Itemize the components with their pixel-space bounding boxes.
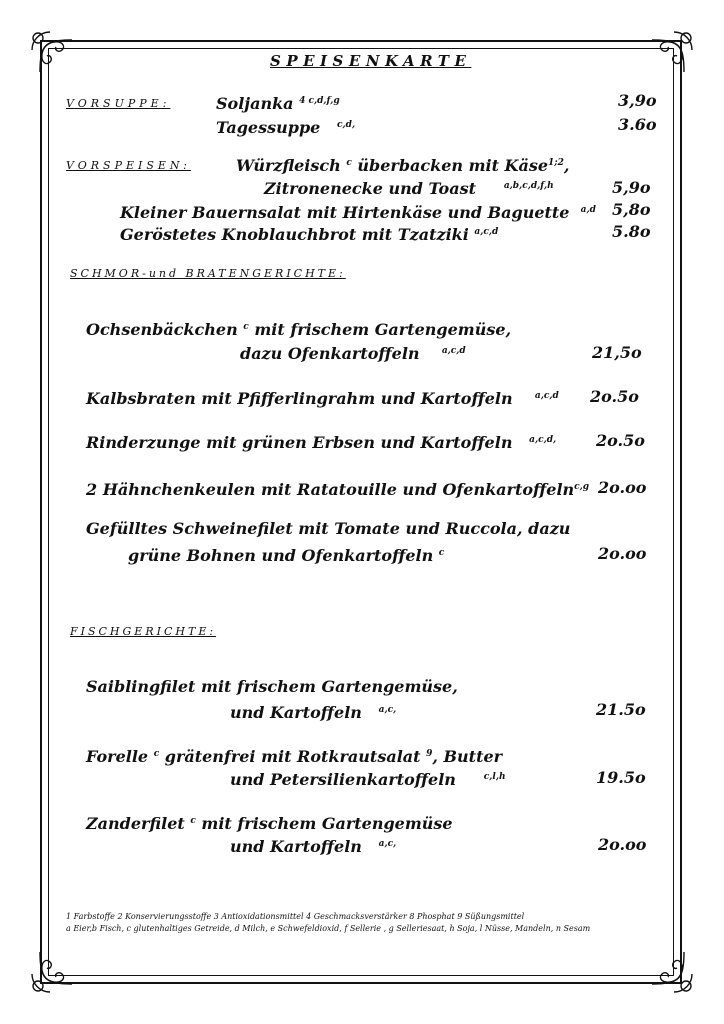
item-name: grüne Bohnen und Ofenkartoffeln (128, 546, 434, 565)
allergen-codes: c (153, 749, 160, 759)
item-wuerzfleisch-line2 (264, 176, 554, 199)
item-saiblingfilet-line1: Saiblingfilet mit frischem Gartengemüse, (86, 677, 458, 696)
price-soljanka: 3,9o (618, 91, 657, 110)
price-kalbsbraten: 2o.5o (590, 387, 639, 406)
allergen-codes: 4 c,d,f,g (299, 96, 340, 106)
price-forelle: 19.5o (596, 768, 646, 787)
price-bauernsalat: 5,8o (612, 200, 651, 219)
item-name: Geröstetes Knoblauchbrot mit Tzatziki (120, 225, 469, 244)
price-ochsenbaeckchen: 21,5o (592, 343, 642, 362)
item-kalbsbraten (86, 386, 559, 409)
allergen-codes: a,c, (378, 839, 397, 849)
allergen-codes: c (190, 816, 196, 826)
item-name: überbacken mit Käse (357, 156, 549, 175)
item-name: Würzfleisch (236, 156, 341, 175)
item-name: und Kartoffeln (230, 703, 362, 722)
price-haehnchenkeulen: 2o.oo (598, 478, 647, 497)
item-saiblingfilet-line2 (230, 700, 396, 723)
item-name: , (563, 156, 570, 175)
item-schweinefilet-line1: Gefülltes Schweinefilet mit Tomate und Ruccola, dazu (86, 519, 571, 538)
price-knoblauchbrot: 5.8o (612, 222, 651, 241)
allergen-codes: a,c, (378, 705, 397, 715)
price-schweinefilet: 2o.oo (598, 544, 647, 563)
allergen-codes: c (438, 548, 445, 558)
item-forelle-line2 (230, 767, 506, 790)
price-rinderzunge: 2o.5o (596, 431, 645, 450)
item-bauernsalat (120, 200, 596, 223)
allergen-codes: a,c,d (441, 346, 466, 356)
corner-ornament-icon (28, 952, 72, 996)
item-name: Soljanka (216, 94, 294, 113)
item-rinderzunge (86, 430, 556, 453)
allergen-codes: c,l,h (483, 772, 506, 782)
allergen-codes: a,d (580, 205, 596, 215)
item-soljanka (216, 91, 340, 114)
allergen-codes: a,c,d, (529, 435, 557, 445)
footnote-allergens: a Eier,b Fisch, c glutenhaltiges Getreide, d Milch, e Schwefeldioxid, f Sellerie , g Selleriesaat, h Soja, l Nüsse, Mandeln, n Sesam (66, 924, 591, 933)
item-ochsenbaeckchen-line2 (240, 341, 466, 364)
item-name: mit frischem Gartengemüse (201, 814, 453, 833)
item-zanderfilet-line1 (86, 811, 453, 834)
item-zanderfilet-line2 (230, 834, 396, 857)
corner-ornament-icon (652, 28, 696, 72)
item-name: Zitronenecke und Toast (264, 179, 476, 198)
price-zanderfilet: 2o.oo (598, 835, 647, 854)
allergen-codes: c (243, 322, 249, 332)
item-knoblauchbrot (120, 222, 498, 245)
item-name: und Kartoffeln (230, 837, 362, 856)
item-name: Forelle (86, 747, 149, 766)
item-name: Rinderzunge mit grünen Erbsen und Kartoffeln (86, 433, 513, 452)
item-ochsenbaeckchen-line1 (86, 317, 511, 340)
item-name: 2 Hähnchenkeulen mit Ratatouille und Ofenkartoffeln (86, 480, 575, 499)
item-name: Kalbsbraten mit Pfifferlingrahm und Kartoffeln (86, 389, 513, 408)
allergen-codes: a,b,c,d,f,h (503, 181, 554, 191)
footnote-additives: 1 Farbstoffe 2 Konservierungsstoffe 3 Antioxidationsmittel 4 Geschmacksverstärker 8 Phosphat 9 Süßungsmittel (66, 912, 525, 921)
item-tagessuppe (216, 115, 355, 138)
item-name: grätenfrei mit Rotkrautsalat (164, 747, 421, 766)
allergen-codes: a,c,d (534, 391, 559, 401)
item-name: Kleiner Bauernsalat mit Hirtenkäse und Baguette (120, 203, 570, 222)
corner-ornament-icon (652, 952, 696, 996)
allergen-codes: c,d, (337, 120, 356, 130)
allergen-codes: c,g (574, 482, 590, 492)
item-wuerzfleisch-line1 (236, 153, 569, 176)
item-schweinefilet-line2 (128, 543, 444, 566)
section-vorsuppe: VORSUPPE: (66, 97, 171, 110)
item-name: mit frischem Gartengemüse, (254, 320, 512, 339)
additive-codes: 9 (426, 749, 433, 759)
corner-ornament-icon (28, 28, 72, 72)
item-name: und Petersilienkartoffeln (230, 770, 456, 789)
menu-title: SPEISENKARTE (270, 52, 472, 70)
item-haehnchenkeulen (86, 477, 589, 500)
section-fischgerichte: FISCHGERICHTE: (70, 625, 217, 638)
item-name: dazu Ofenkartoffeln (240, 344, 420, 363)
section-vorspeisen: VORSPEISEN: (66, 159, 191, 172)
item-name: Tagessuppe (216, 118, 321, 137)
allergen-codes: c (346, 158, 352, 168)
price-saiblingfilet: 21.5o (596, 700, 646, 719)
item-name: , Butter (432, 747, 503, 766)
item-name: Ochsenbäckchen (86, 320, 238, 339)
item-forelle-line1 (86, 744, 502, 767)
price-wuerzfleisch: 5,9o (612, 178, 651, 197)
additive-codes: 1;2 (548, 158, 564, 168)
item-name: Zanderfilet (86, 814, 185, 833)
price-tagessuppe: 3.6o (618, 115, 657, 134)
allergen-codes: a,c,d (474, 227, 499, 237)
section-schmor-braten: SCHMOR-und BRATENGERICHTE: (70, 267, 346, 280)
